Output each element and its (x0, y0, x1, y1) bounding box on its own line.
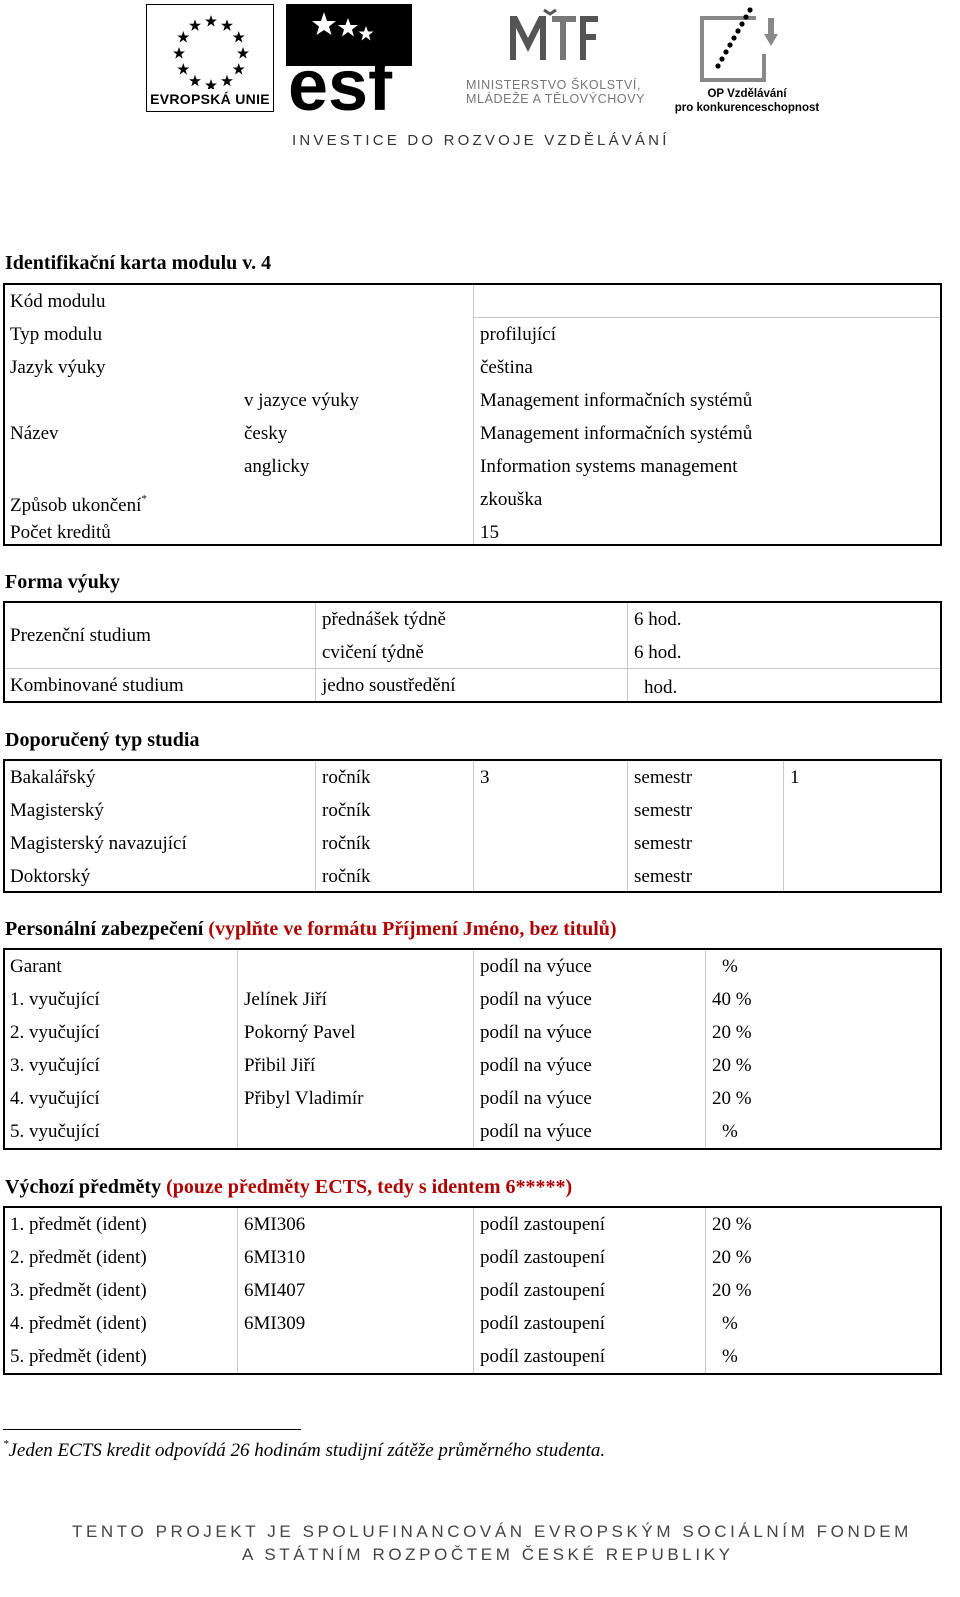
msmt-logo (462, 8, 672, 112)
study-type: Magisterský (10, 800, 104, 821)
module-row-kredity (5, 516, 940, 549)
personal-name: Přibil Jiří (244, 1055, 316, 1076)
op-caption-1: OP Vzdělávání (707, 88, 787, 100)
semestr-value (785, 860, 790, 893)
semestr-value: 1 (790, 767, 800, 788)
study-type: Bakalářský (10, 767, 96, 788)
predmet-label: 5. předmět (ident) (10, 1346, 147, 1367)
module-row-nazev-3 (5, 450, 940, 483)
nazev-value: Information systems management (480, 456, 738, 477)
eu-caption: EVROPSKÁ UNIE (150, 91, 270, 107)
kod-label: Kód modulu (10, 291, 106, 312)
personal-heading-note: (vyplňte ve formátu Příjmení Jméno, bez titulů) (208, 918, 617, 940)
kredity-label: Počet kreditů (10, 522, 111, 543)
svg-text:esf: esf (288, 46, 393, 116)
study-type: Doktorský (10, 866, 91, 887)
kod-value (475, 285, 480, 318)
jazyk-label: Jazyk výuky (10, 357, 106, 378)
semestr-label: semestr (634, 767, 693, 788)
share-label: podíl zastoupení (480, 1280, 606, 1301)
personal-name (239, 950, 244, 983)
table-row (5, 1208, 940, 1241)
rocnik-value (475, 860, 480, 893)
nazev-value: Management informačních systémů (480, 390, 753, 411)
share-value: % (722, 1121, 738, 1142)
nazev-lang: česky (244, 423, 288, 444)
share-value: 20 % (712, 1022, 752, 1043)
eu-logo (146, 4, 274, 112)
table-row (5, 1340, 940, 1373)
share-label: podíl zastoupení (480, 1247, 606, 1268)
personal-name: Pokorný Pavel (244, 1022, 356, 1043)
share-value: 20 % (712, 1214, 752, 1235)
semestr-label: semestr (634, 833, 693, 854)
semestr-label: semestr (634, 800, 693, 821)
module-row-zpusob (5, 483, 940, 516)
share-value: 20 % (712, 1055, 752, 1076)
personal-role: 5. vyučující (10, 1121, 100, 1142)
share-label: podíl zastoupení (480, 1313, 606, 1334)
personal-role: 3. vyučující (10, 1055, 100, 1076)
share-label: podíl zastoupení (480, 1346, 606, 1367)
share-label: podíl na výuce (480, 1022, 592, 1043)
predmet-ident: 6MI310 (244, 1247, 306, 1268)
table-row (5, 1115, 940, 1148)
personal-role: 4. vyučující (10, 1088, 100, 1109)
predmet-label: 1. předmět (ident) (10, 1214, 147, 1235)
eu-stars-icon (159, 11, 263, 89)
typ-studia-table (3, 759, 942, 893)
share-label: podíl na výuce (480, 1055, 592, 1076)
personal-name (239, 1115, 244, 1148)
module-row-nazev-1 (5, 384, 940, 417)
share-label: podíl na výuce (480, 989, 592, 1010)
personal-role: Garant (10, 956, 62, 977)
msmt-caption-1: MINISTERSTVO ŠKOLSTVÍ, (466, 78, 642, 92)
semestr-value (785, 794, 790, 827)
semestr-value (785, 827, 790, 860)
personal-role: 1. vyučující (10, 989, 100, 1010)
rocnik-value (475, 794, 480, 827)
kombinovane-label: Kombinované studium (10, 675, 184, 696)
table-row (5, 1307, 940, 1340)
nazev-label: Název (10, 423, 59, 444)
personal-role: 2. vyučující (10, 1022, 100, 1043)
soustredeni-value: hod. (644, 677, 678, 698)
vychozi-heading-note: (pouze předměty ECTS, tedy s identem 6*****) (166, 1176, 573, 1198)
predmet-label: 4. předmět (ident) (10, 1313, 147, 1334)
cviceni-value: 6 hod. (634, 642, 682, 663)
jazyk-value: čeština (480, 357, 533, 378)
soustredeni-label: jedno soustředění (322, 675, 456, 696)
rocnik-label: ročník (322, 833, 371, 854)
nazev-value: Management informačních systémů (480, 423, 753, 444)
forma-table (3, 601, 942, 703)
footnote-divider (3, 1429, 301, 1430)
forma-heading: Forma výuky (5, 571, 120, 593)
prezencni-label: Prezenční studium (10, 625, 151, 646)
typ-value: profilující (480, 324, 556, 345)
predmet-ident (239, 1340, 244, 1373)
vychozi-heading: Výchozí předměty (pouze předměty ECTS, tedy s identem 6*****) (5, 1176, 573, 1198)
predmet-label: 2. předmět (ident) (10, 1247, 147, 1268)
footnote-mark: * (3, 1438, 9, 1450)
table-row (5, 794, 940, 827)
personal-name: Přibyl Vladimír (244, 1088, 364, 1109)
cviceni-label: cvičení týdně (322, 642, 424, 663)
prednasek-label: přednášek týdně (322, 609, 446, 630)
share-value: 20 % (712, 1088, 752, 1109)
rocnik-value: 3 (480, 767, 490, 788)
investice-tagline: INVESTICE DO ROZVOJE VZDĚLÁVÁNÍ (292, 132, 670, 149)
share-label: podíl na výuce (480, 956, 592, 977)
table-row (5, 1082, 940, 1115)
share-label: podíl na výuce (480, 1088, 592, 1109)
nazev-lang: v jazyce výuky (244, 390, 360, 411)
table-row (5, 950, 940, 983)
table-row (5, 1049, 940, 1082)
op-emblem-icon (672, 4, 822, 88)
table-row (5, 983, 940, 1016)
table-row (5, 761, 940, 794)
share-label: podíl zastoupení (480, 1214, 606, 1235)
predmet-ident: 6MI407 (244, 1280, 306, 1301)
op-caption-2: pro konkurenceschopnost (674, 102, 820, 114)
module-row-typ (5, 318, 940, 351)
predmet-label: 3. předmět (ident) (10, 1280, 147, 1301)
semestr-label: semestr (634, 866, 693, 887)
nazev-lang: anglicky (244, 456, 310, 477)
table-row (5, 860, 940, 893)
vychozi-table (3, 1206, 942, 1375)
share-value: % (722, 1346, 738, 1367)
module-row-nazev-2 (5, 417, 940, 450)
msmt-caption-2: MLÁDEŽE A TĚLOVÝCHOVY (466, 92, 646, 106)
share-value: 20 % (712, 1280, 752, 1301)
document-title: Identifikační karta modulu v. 4 (5, 252, 272, 274)
op-logo (672, 4, 832, 116)
footer-line-2: A STÁTNÍM ROZPOČTEM ČESKÉ REPUBLIKY (242, 1545, 734, 1564)
share-value: % (722, 1313, 738, 1334)
rocnik-label: ročník (322, 767, 371, 788)
module-row-kod (5, 285, 940, 318)
footnote-mark: * (141, 493, 147, 505)
share-value: 20 % (712, 1247, 752, 1268)
typ-studia-heading: Doporučený typ studia (5, 729, 200, 751)
zpusob-value: zkouška (480, 489, 543, 510)
footer-line-1: TENTO PROJEKT JE SPOLUFINANCOVÁN EVROPSKÝM SOCIÁLNÍM FONDEM (72, 1522, 912, 1541)
share-value: 40 % (712, 989, 752, 1010)
msmt-emblem-icon (504, 8, 604, 74)
module-table (3, 283, 942, 546)
personal-name: Jelínek Jiří (244, 989, 327, 1010)
predmet-ident: 6MI306 (244, 1214, 306, 1235)
study-type: Magisterský navazující (10, 833, 187, 854)
prednasek-value: 6 hod. (634, 609, 682, 630)
esf-logo (286, 4, 412, 116)
table-row (5, 1016, 940, 1049)
typ-label: Typ modulu (10, 324, 103, 345)
share-label: podíl na výuce (480, 1121, 592, 1142)
rocnik-value (475, 827, 480, 860)
personal-table (3, 948, 942, 1150)
zpusob-label: Způsob ukončení* (10, 493, 147, 516)
footnote: *Jeden ECTS kredit odpovídá 26 hodinám studijní zátěže průměrného studenta. (3, 1438, 606, 1461)
table-row (5, 827, 940, 860)
predmet-ident: 6MI309 (244, 1313, 306, 1334)
table-row (5, 1241, 940, 1274)
personal-heading: Personální zabezpečení (vyplňte ve formátu Příjmení Jméno, bez titulů) (5, 918, 617, 940)
table-row (5, 1274, 940, 1307)
rocnik-label: ročník (322, 866, 371, 887)
rocnik-label: ročník (322, 800, 371, 821)
module-row-jazyk (5, 351, 940, 384)
kredity-value: 15 (480, 522, 499, 543)
share-value: % (722, 956, 738, 977)
